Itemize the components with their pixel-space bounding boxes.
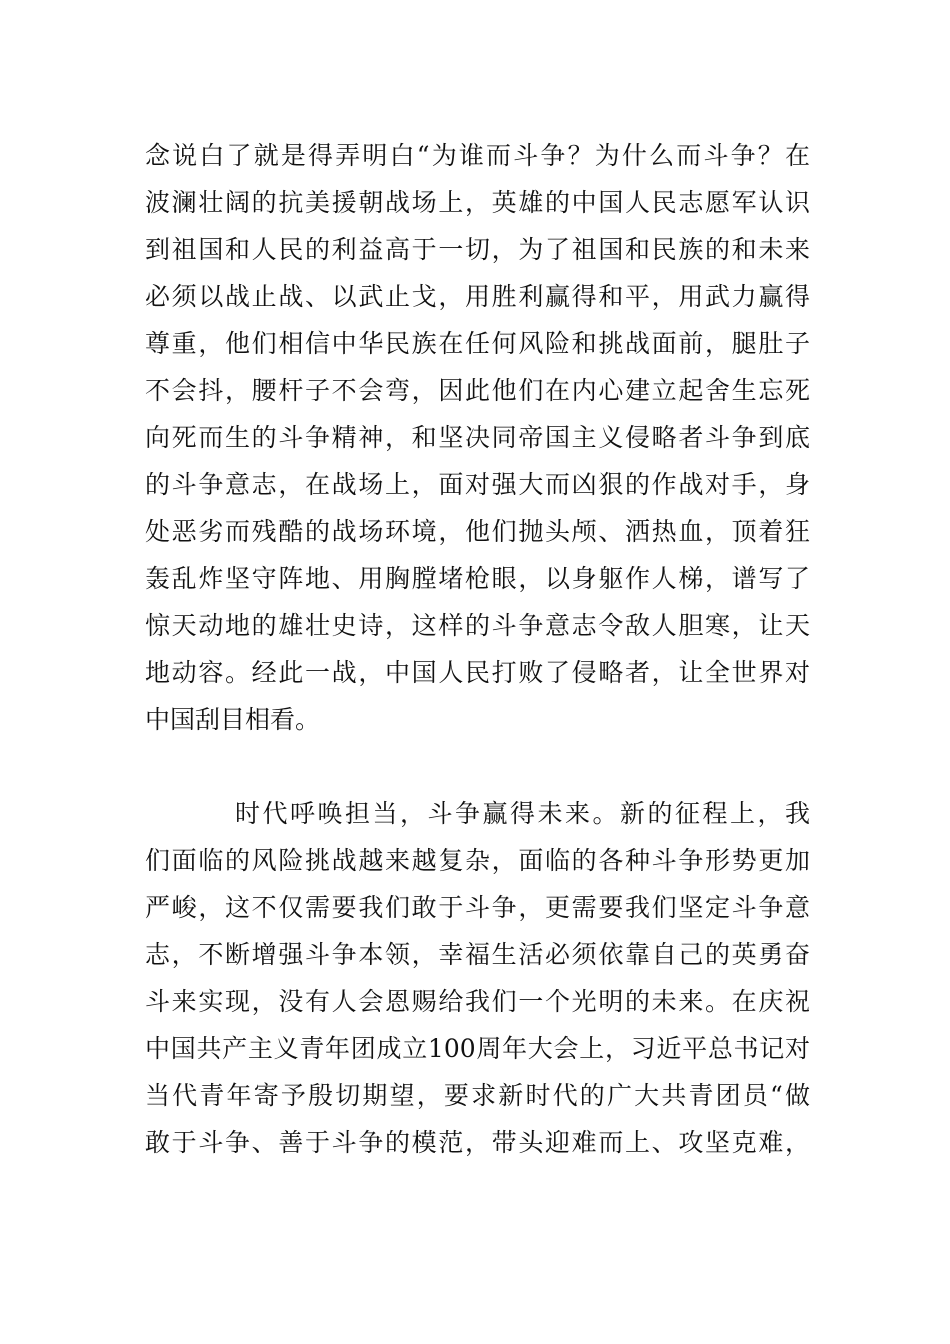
paragraph-line: 处恶劣而残酷的战场环境，他们抛头颅、洒热血，顶着狂 [145, 517, 810, 546]
paragraph-1 [145, 132, 810, 743]
paragraph-line: 志，不断增强斗争本领，幸福生活必须依靠自己的英勇奋 [145, 940, 810, 969]
paragraph-line: 当代青年寄予殷切期望，要求新时代的广大共青团员“做 [145, 1081, 810, 1110]
paragraph-line: 们面临的风险挑战越来越复杂，面临的各种斗争形势更加 [145, 846, 810, 875]
paragraph-line: 的斗争意志，在战场上，面对强大而凶狠的作战对手，身 [145, 470, 810, 499]
paragraph-line: 惊天动地的雄壮史诗，这样的斗争意志令敌人胆寒，让天 [145, 611, 810, 640]
paragraph-line: 尊重，他们相信中华民族在任何风险和挑战面前，腿肚子 [145, 329, 810, 358]
paragraph-line: 不会抖，腰杆子不会弯，因此他们在内心建立起舍生忘死 [145, 376, 810, 405]
paragraph-line: 中国共产主义青年团成立100周年大会上，习近平总书记对 [145, 1034, 810, 1063]
paragraph-line: 斗来实现，没有人会恩赐给我们一个光明的未来。在庆祝 [145, 987, 810, 1016]
paragraph-line: 中国刮目相看。 [145, 705, 321, 734]
paragraph-line: 地动容。经此一战，中国人民打败了侵略者，让全世界对 [145, 658, 810, 687]
paragraph-line: 波澜壮阔的抗美援朝战场上，英雄的中国人民志愿军认识 [145, 188, 810, 217]
paragraph-line: 念说白了就是得弄明白“为谁而斗争？为什么而斗争？在 [145, 141, 810, 170]
paragraph-line: 严峻，这不仅需要我们敢于斗争，更需要我们坚定斗争意 [145, 893, 810, 922]
paragraph-line: 时代呼唤担当，斗争赢得未来。新的征程上，我 [235, 799, 810, 828]
paragraph-line: 必须以战止战、以武止戈，用胜利赢得和平，用武力赢得 [145, 282, 810, 311]
paragraph-line: 敢于斗争、善于斗争的模范，带头迎难而上、攻坚克难， [145, 1128, 810, 1157]
paragraph-line: 轰乱炸坚守阵地、用胸膛堵枪眼，以身躯作人梯，谱写了 [145, 564, 810, 593]
paragraph-line: 到祖国和人民的利益高于一切，为了祖国和民族的和未来 [145, 235, 810, 264]
paragraph-line: 向死而生的斗争精神，和坚决同帝国主义侵略者斗争到底 [145, 423, 810, 452]
paragraph-2 [145, 790, 810, 1166]
